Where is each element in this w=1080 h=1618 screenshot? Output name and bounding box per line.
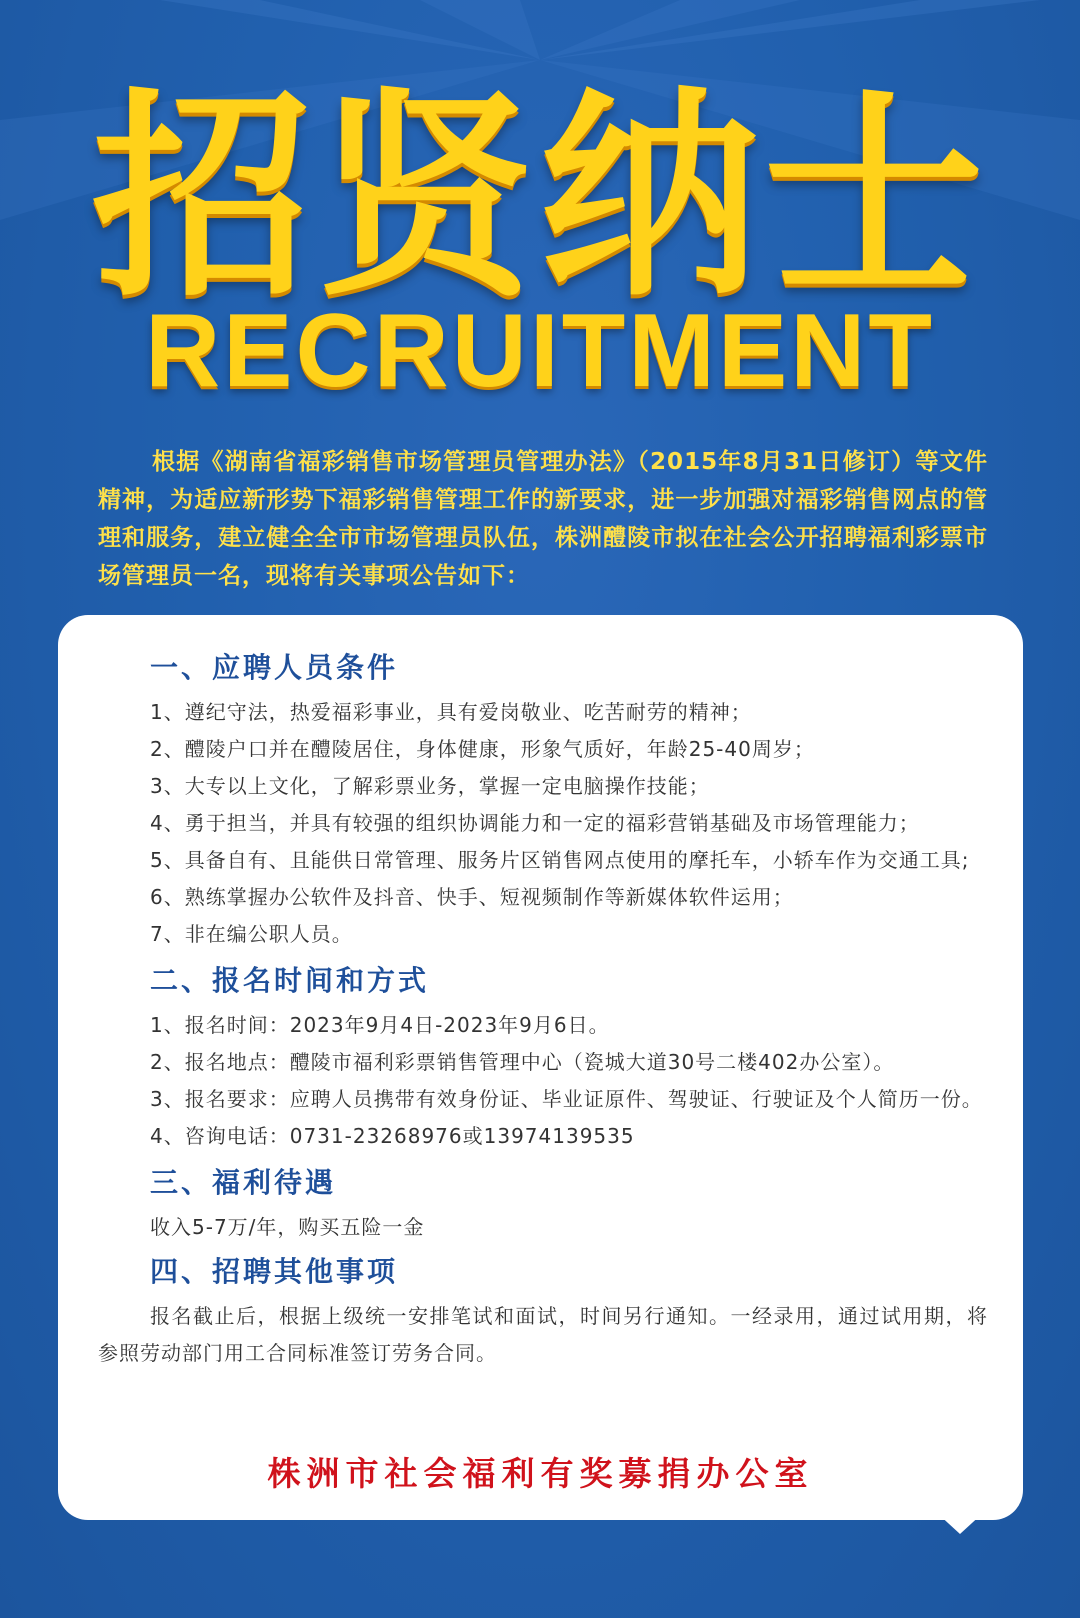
section-benefits <box>98 1163 988 1246</box>
list-item: 收入5-7万/年，购买五险一金 <box>150 1215 425 1239</box>
intro-paragraph: 根据《湖南省福彩销售市场管理员管理办法》（2015年8月31日修订）等文件精神，为适应新形势下福彩销售管理工作的新要求，进一步加强对福彩销售网点的管理和服务，建立健全全市市场管理员队伍，株洲醴陵市拟在社会公开招聘福利彩票市场管理员一名，现将有关事项公告如下： <box>98 449 988 589</box>
list-item: 2、报名地点：醴陵市福利彩票销售管理中心（瓷城大道30号二楼402办公室）。 <box>150 1050 895 1074</box>
section-registration <box>98 961 988 1155</box>
list-item: 4、咨询电话：0731-23268976或13974139535 <box>150 1124 635 1148</box>
poster-title-chinese: 招贤纳士 <box>91 70 988 326</box>
list-item: 3、大专以上文化，了解彩票业务，掌握一定电脑操作技能； <box>150 774 710 798</box>
section-heading: 二、报名时间和方式 <box>150 964 430 997</box>
section-requirements <box>98 648 988 953</box>
list-item: 6、熟练掌握办公软件及抖音、快手、短视频制作等新媒体软件运用； <box>150 885 794 909</box>
content-card-tail <box>936 1512 984 1534</box>
list-item: 1、遵纪守法，热爱福彩事业，具有爱岗敬业、吃苦耐劳的精神； <box>150 700 752 724</box>
list-item: 3、报名要求：应聘人员携带有效身份证、毕业证原件、驾驶证、行驶证及个人简历一份。 <box>150 1087 983 1111</box>
list-item: 7、非在编公职人员。 <box>150 922 353 946</box>
section-other-matters <box>98 1252 988 1372</box>
section-heading: 四、招聘其他事项 <box>150 1255 399 1288</box>
list-item: 4、勇于担当，并具有较强的组织协调能力和一定的福彩营销基础及市场管理能力； <box>150 811 920 835</box>
issuing-office: 株洲市社会福利有奖募捐办公室 <box>267 1454 814 1493</box>
list-item: 报名截止后，根据上级统一安排笔试和面试，时间另行通知。一经录用，通过试用期，将参照劳动部门用工合同标准签订劳务合同。 <box>98 1304 988 1365</box>
section-heading: 一、应聘人员条件 <box>150 651 399 684</box>
list-item: 1、报名时间：2023年9月4日-2023年9月6日。 <box>150 1013 610 1037</box>
poster-title-english: RECRUITMENT <box>145 293 935 409</box>
list-item: 2、醴陵户口并在醴陵居住，身体健康，形象气质好，年龄25-40周岁； <box>150 737 815 761</box>
content-body <box>98 648 988 1372</box>
section-heading: 三、福利待遇 <box>150 1166 337 1199</box>
list-item: 5、具备自有、且能供日常管理、服务片区销售网点使用的摩托车，小轿车作为交通工具; <box>150 848 970 872</box>
